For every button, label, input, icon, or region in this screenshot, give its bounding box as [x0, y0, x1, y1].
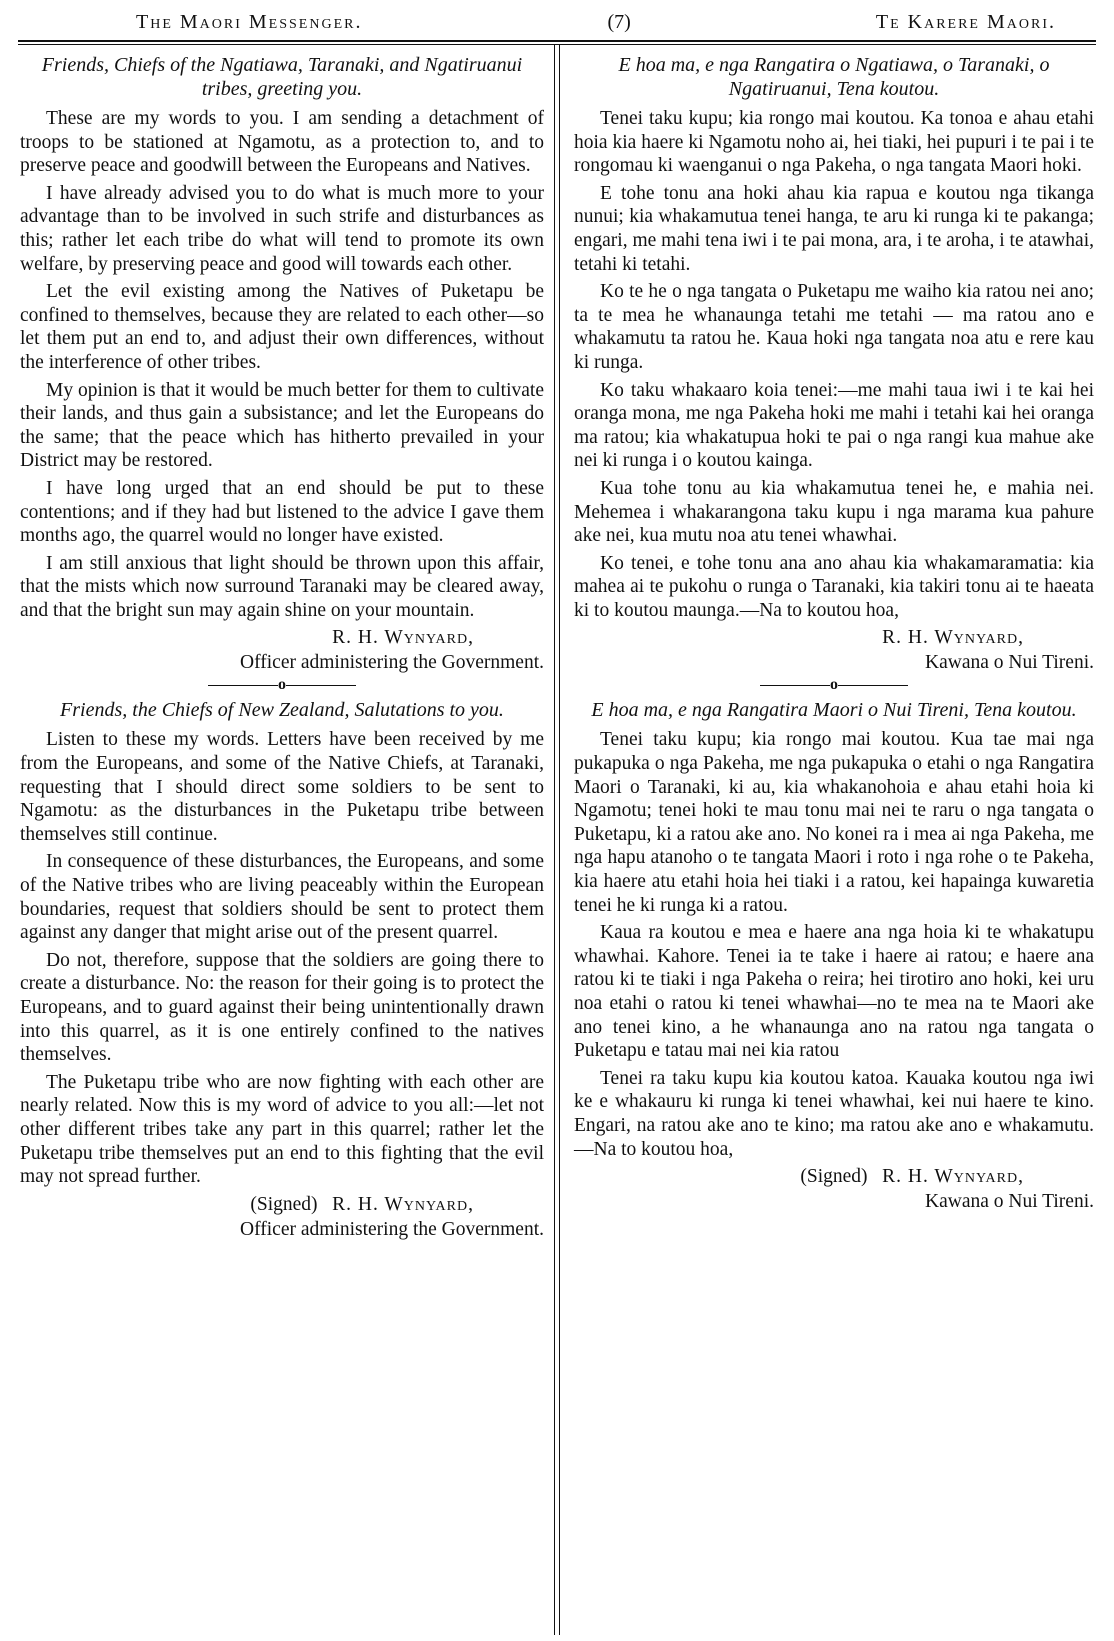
letter2-signature	[574, 1165, 1094, 1188]
letter1-paragraph: E tohe tonu ana hoki ahau kia rapua e koutou nga tikanga nunui; kia whakamutua tenei hanga, te aru ki runga ki te pakanga; engari, me mahi tena iwi i te pai mona, ara, i te aroha, i te atawhai, tetahi ki tetahi.	[573, 182, 1094, 275]
header-rule	[18, 40, 1096, 42]
letter2-signature-title: Kawana o Nui Tireni.	[925, 1191, 1094, 1213]
letter1-paragraph: I have long urged that an end should be put to these contentions; and if they had but listened to the advice I gave them months ago, the quarrel would no longer have existed.	[20, 477, 544, 547]
letter1-salutation: E hoa ma, e nga Rangatira o Ngatiawa, o Taranaki, o Ngatiruanui, Tena koutou.	[618, 54, 1050, 100]
letter2-paragraph: The Puketapu tribe who are now fighting with each other are nearly related. Now this is my word of advice to you all:—let not other different tribes take any part in this quarrel; rather let the Puketapu tribe themselves put an end to this fighting that the evil may not spread further.	[20, 1071, 544, 1188]
letter2-paragraph: Tenei taku kupu; kia rongo mai koutou. Kua tae mai nga pukapuka o nga Pakeha, me nga pukapuka o etahi o nga Rangatira Maori o Taranaki, ki au, kia whakanohoia e ahau etahi hoia ki Ngamotu; tenei hoki te mau tonu mai nei te raru o nga tangata o Puketapu, ki a ratou ake ano. No konei ra i mea ai nga Pakeha, me nga hapu atanoho o te tangata Maori i roto i nga rohe o te Pakeha, kia haere atu etahi hoia hei tiaki i a ratou, kei hapainga kuwaretia tenei he ki runga ki a ratou.	[573, 729, 1094, 916]
letter1-signature	[20, 626, 544, 649]
letter2-signature	[20, 1193, 544, 1216]
header-right-title: Te Karere Maori.	[875, 11, 1056, 33]
letter1-signature-title: Officer administering the Government.	[240, 652, 544, 674]
separator-mark: o	[829, 676, 838, 694]
letter2-paragraph: Kaua ra koutou e mea e haere ana nga hoia ki te whakatupu whawhai. Kahore. Tenei ia te take i haere ai ratou; e haere ana ratou ki te tiaki i nga Pakeha o reira; hei tirotiro ano hoki, kei uru noa etahi o ratou ki tenei whawhai—no te mea na te Maori ake ano tenei kino, a he whanaunga ano na ratou nga tangata o Puketapu e tatau mai nei kia ratou	[573, 922, 1094, 1062]
separator-mark: o	[278, 676, 286, 694]
letter1-paragraph: Ko tenei, e tohe tonu ana ano ahau kia whakamaramatia: kia mahea ai te pukohu o runga o Taranaki, kia takiri tonu ai te haeata ki to koutou maunga.—Na to koutou hoa,	[573, 552, 1094, 621]
letter2-signature-title: Officer administering the Government.	[240, 1218, 544, 1240]
letter1-paragraph: I am still anxious that light should be thrown upon this affair, that the mists which now surround Taranaki may be cleared away, and that the bright sun may again shine on your mountain.	[20, 552, 544, 621]
header-left-title: The Maori Messenger.	[136, 11, 363, 33]
section-separator	[574, 676, 1094, 694]
letter2-paragraph: Tenei ra taku kupu kia koutou katoa. Kauaka koutou nga iwi ke e whakauru ki runga ki tenei whawhai, kei nui haere te kino. Engari, na ratou ake ano te kino; ma ratou ake ano e whakamutu.—Na to koutou hoa,	[573, 1067, 1094, 1160]
columns	[18, 45, 1096, 1635]
letter1-paragraph: I have already advised you to do what is much more to your advantage than to be involved in such strife and disturbances as this; rather let each tribe do what will tend to promote its own welfare, by preserving peace and good will towards each other.	[20, 182, 544, 275]
letter2-paragraph: Do not, therefore, suppose that the soldiers are going there to create a disturbance. No: the reason for their going is to protect the Europeans, and to guard against their being unintentionally drawn into this quarrel, as it is one entirely confined to the natives themselves.	[20, 949, 544, 1066]
letter2-paragraph: In consequence of these disturbances, the Europeans, and some of the Native tribes who are living peaceably within the European boundaries, request that soldiers should be sent to protect them against any danger that might arise out of the present quarrel.	[20, 851, 544, 944]
letter1-signature-title: Kawana o Nui Tireni.	[925, 652, 1094, 674]
letter1-salutation: Friends, Chiefs of the Ngatiawa, Taranaki, and Ngatiruanui tribes, greeting you.	[41, 54, 523, 100]
signed-label: (Signed)	[800, 1166, 868, 1188]
signed-label: (Signed)	[250, 1193, 318, 1215]
letter1-paragraph: Tenei taku kupu; kia rongo mai koutou. Ka tonoa e ahau etahi hoia kia haere ki Ngamotu noho ai, hei tiaki, hei pupuri i te pai i te rongomau ki waenganui o nga Pakeha, o nga tangata Maori hoki.	[573, 108, 1094, 177]
letter2-salutation: E hoa ma, e nga Rangatira Maori o Nui Tireni, Tena koutou.	[591, 699, 1077, 722]
signature-name: R. H. Wynyard,	[332, 1193, 474, 1215]
signature-name: R. H. Wynyard,	[882, 1166, 1024, 1188]
letter1-paragraph: Kua tohe tonu au kia whakamutua tenei he, e mahia nei. Mehemea i whakarangona taku kupu i nga marama kua pahure ake nei, kua mutu noa atu tenei whawhai.	[573, 477, 1094, 547]
page-header	[18, 0, 1096, 34]
signature-name: R. H. Wynyard,	[332, 627, 474, 649]
letter2-salutation: Friends, the Chiefs of New Zealand, Salutations to you.	[60, 699, 504, 722]
english-column	[18, 45, 554, 1635]
letter1-signature	[574, 626, 1094, 649]
letter1-paragraph: These are my words to you. I am sending a detachment of troops to be stationed at Ngamotu, as a protection to, and to preserve peace and goodwill between the Europeans and Natives.	[20, 108, 544, 177]
page-number: (7)	[607, 11, 631, 33]
letter2-paragraph: Listen to these my words. Letters have been received by me from the Europeans, and some of the Native Chiefs, at Taranaki, requesting that I should direct some soldiers to be sent to Ngamotu: as the disturbances in the Puketapu tribe between themselves still continue.	[20, 729, 544, 845]
letter1-paragraph: Let the evil existing among the Natives of Puketapu be confined to themselves, because they are related to each other—so let them put an end to, and adjust their own differences, without the interference of other tribes.	[20, 281, 544, 373]
section-separator	[20, 676, 544, 694]
letter1-paragraph: Ko taku whakaaro koia tenei:—me mahi taua iwi i te kai hei oranga mona, me nga Pakeha hoki me mahi i tetahi kai hei oranga ma ratou; kia whakatupua hoki te pai o nga rangi kua mahue ake nei ki runga i o koutou kainga.	[573, 379, 1094, 472]
letter1-paragraph: My opinion is that it would be much better for them to cultivate their lands, and thus gain a subsistance; and let the Europeans do the same; that the peace which has hitherto prevailed in your District may be restored.	[20, 379, 544, 472]
letter1-paragraph: Ko te he o nga tangata o Puketapu me waiho kia ratou nei ano; ta te mea he whanaunga tetahi me tetahi — ma ratou ano e whakamutu ta ratou he. Kaua hoki nga tangata noa atu e rere kau ki runga.	[573, 281, 1094, 373]
signature-name: R. H. Wynyard,	[882, 627, 1024, 649]
maori-column	[560, 45, 1096, 1635]
